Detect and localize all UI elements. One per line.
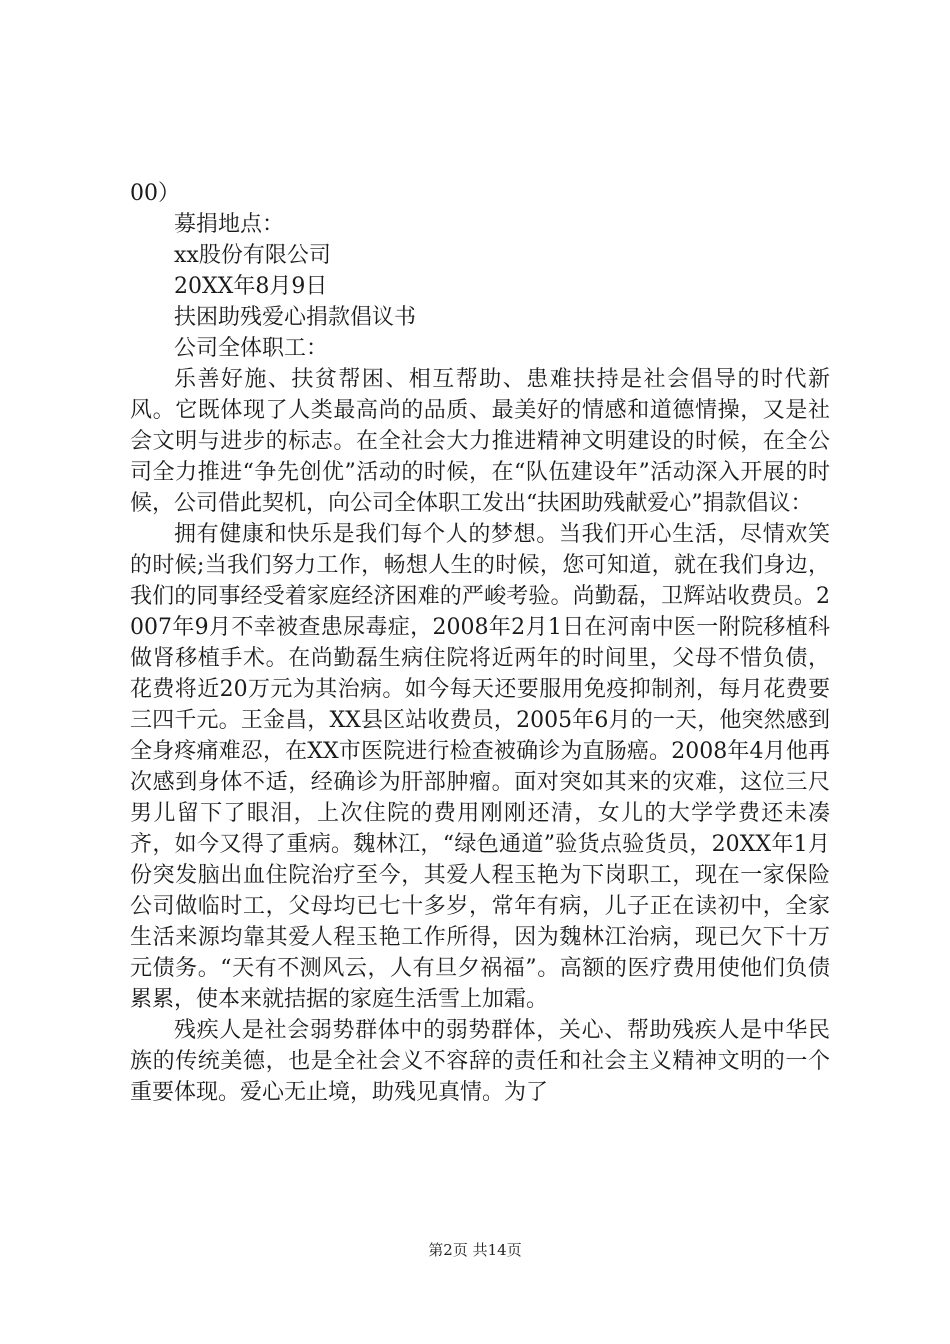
paragraph-intro: 乐善好施、扶贫帮困、相互帮助、患难扶持是社会倡导的时代新风。它既体现了人类最高尚的品质、最美好的情感和道德情操，又是社会文明与进步的标志。在全社会大力推进精神文明建设的时候，在全公司全力推进“争先创优”活动的时候，在“队伍建设年”活动深入开展的时候，公司借此契机，向公司全体职工发出“扶困助残献爱心”捐款倡议：	[130, 367, 830, 516]
text-line-location-label: 募捐地点：	[174, 212, 285, 237]
text-line-continuation: 00）	[130, 181, 180, 206]
document-body	[130, 178, 830, 1108]
paragraph-appeal: 残疾人是社会弱势群体中的弱势群体，关心、帮助残疾人是中华民族的传统美德，也是全社会义不容辞的责任和社会主义精神文明的一个重要体现。爱心无止境，助残见真情。为了	[130, 1018, 830, 1105]
salutation: 公司全体职工：	[174, 336, 329, 361]
page-footer: 第2页 共14页	[428, 1241, 522, 1259]
text-line-date: 20XX年8月9日	[174, 274, 328, 299]
text-line-company: xx股份有限公司	[174, 243, 331, 268]
document-title: 扶困助残爱心捐款倡议书	[174, 305, 417, 330]
paragraph-cases: 拥有健康和快乐是我们每个人的梦想。当我们开心生活，尽情欢笑的时候;当我们努力工作，畅想人生的时候，您可知道，就在我们身边，我们的同事经受着家庭经济困难的严峻考验。尚勤磊，卫辉站收费员。2007年9月不幸被查患尿毒症，2008年2月1日在河南中医一附院移植科做肾移植手术。在尚勤磊生病住院将近两年的时间里，父母不惜负债，花费将近20万元为其治病。如今每天还要服用免疫抑制剂，每月花费要三四千元。王金昌，XX县区站收费员，2005年6月的一天，他突然感到全身疼痛难忍，在XX市医院进行检查被确诊为直肠癌。2008年4月他再次感到身体不适，经确诊为肝部肿瘤。面对突如其来的灾难，这位三尺男儿留下了眼泪，上次住院的费用刚刚还清，女儿的大学学费还未凑齐，如今又得了重病。魏林江，“绿色通道”验货点验货员，20XX年1月份突发脑出血住院治疗至今，其爱人程玉艳为下岗职工，现在一家保险公司做临时工，父母均已七十多岁，常年有病，儿子正在读初中，全家生活来源均靠其爱人程玉艳工作所得，因为魏林江治病，现已欠下十万元债务。“天有不测风云，人有旦夕祸福”。高额的医疗费用使他们负债累累，使本来就拮据的家庭生活雪上加霜。	[130, 522, 830, 1012]
